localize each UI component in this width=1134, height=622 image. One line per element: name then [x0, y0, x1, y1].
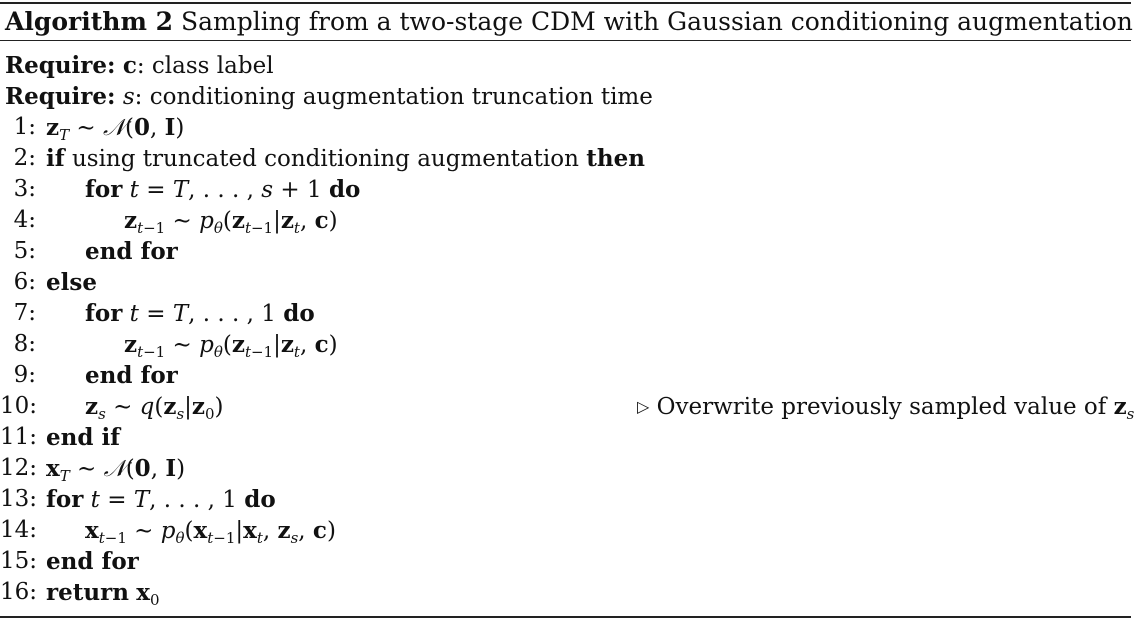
keyword-for: for [85, 300, 123, 327]
line-number: 7: [13, 300, 36, 326]
line-number: 15: [0, 548, 38, 574]
keyword-for: for [46, 486, 84, 513]
line-number: 16: [0, 579, 38, 605]
line-number: 1: [13, 114, 36, 140]
line-math: $z_{t-1}$ ∼ $p_\theta(z_{t-1}|z_t$, c) [124, 331, 338, 361]
line-number: 3: [13, 176, 36, 202]
require-desc: : conditioning augmentation truncation time [134, 84, 653, 110]
require-desc: : class label [136, 53, 274, 79]
line-math: $z_{t-1}$ ∼ $p_\theta(z_{t-1}|z_t$, c) [124, 207, 338, 237]
line-number: 11: [0, 424, 38, 450]
line-number: 5: [13, 238, 36, 264]
comment-triangle-icon: ▷ [637, 397, 650, 416]
top-rule [0, 2, 1131, 4]
line-number: 9: [13, 362, 36, 388]
algorithm-label: Algorithm 2 [5, 7, 173, 36]
line-math: $x_0$ [136, 579, 160, 609]
keyword-for: for [85, 176, 123, 203]
require-keyword: Require: [5, 52, 116, 79]
line-math: t = T, . . . , 1 [129, 301, 276, 327]
keyword-do: do [283, 300, 315, 327]
keyword-do: do [244, 486, 276, 513]
require-var: c [122, 52, 137, 79]
line-math: $x_T$ ∼ 𝒩(0, I) [46, 455, 186, 485]
line-math: $x_{t-1}$ ∼ $p_\theta(x_{t-1}|x_t$, $z_s$, c) [85, 517, 336, 547]
if-condition: using truncated conditioning augmentation [71, 146, 579, 172]
line-number: 13: [0, 486, 38, 512]
line-number: 2: [13, 145, 36, 171]
keyword-end-for: end for [46, 548, 139, 575]
line-math: $z_s$ ∼ $q(z_s|z_0)$ [85, 393, 224, 423]
algorithm-title: Sampling from a two-stage CDM with Gaussian conditioning augmentation [180, 7, 1133, 36]
keyword-end-if: end if [46, 424, 121, 451]
line-comment: ▷ Overwrite previously sampled value of $z_s$ [637, 393, 1134, 423]
keyword-return: return [46, 579, 129, 606]
keyword-then: then [586, 145, 645, 172]
line-math: t = T, . . . , s + 1 [129, 177, 322, 203]
keyword-do: do [328, 176, 361, 203]
line-number: 12: [0, 455, 38, 481]
line-math: $z_T$ ∼ 𝒩(0, I) [46, 114, 185, 144]
algo-line [0, 393, 1134, 424]
keyword-if: if [46, 145, 65, 172]
line-number: 14: [0, 517, 38, 543]
require-var: s [122, 84, 135, 110]
caption-rule [0, 40, 1131, 41]
require-keyword: Require: [5, 83, 116, 110]
line-math: t = T, . . . , 1 [90, 487, 237, 513]
bottom-rule [0, 616, 1131, 618]
comment-text: Overwrite previously sampled value of [656, 394, 1107, 420]
keyword-end-for: end for [85, 238, 178, 265]
line-number: 8: [13, 331, 36, 357]
keyword-else: else [46, 269, 97, 296]
keyword-end-for: end for [85, 362, 178, 389]
algorithm-caption [5, 7, 1133, 36]
line-number: 4: [13, 207, 36, 233]
line-number: 6: [13, 269, 36, 295]
line-number: 10: [0, 393, 38, 419]
